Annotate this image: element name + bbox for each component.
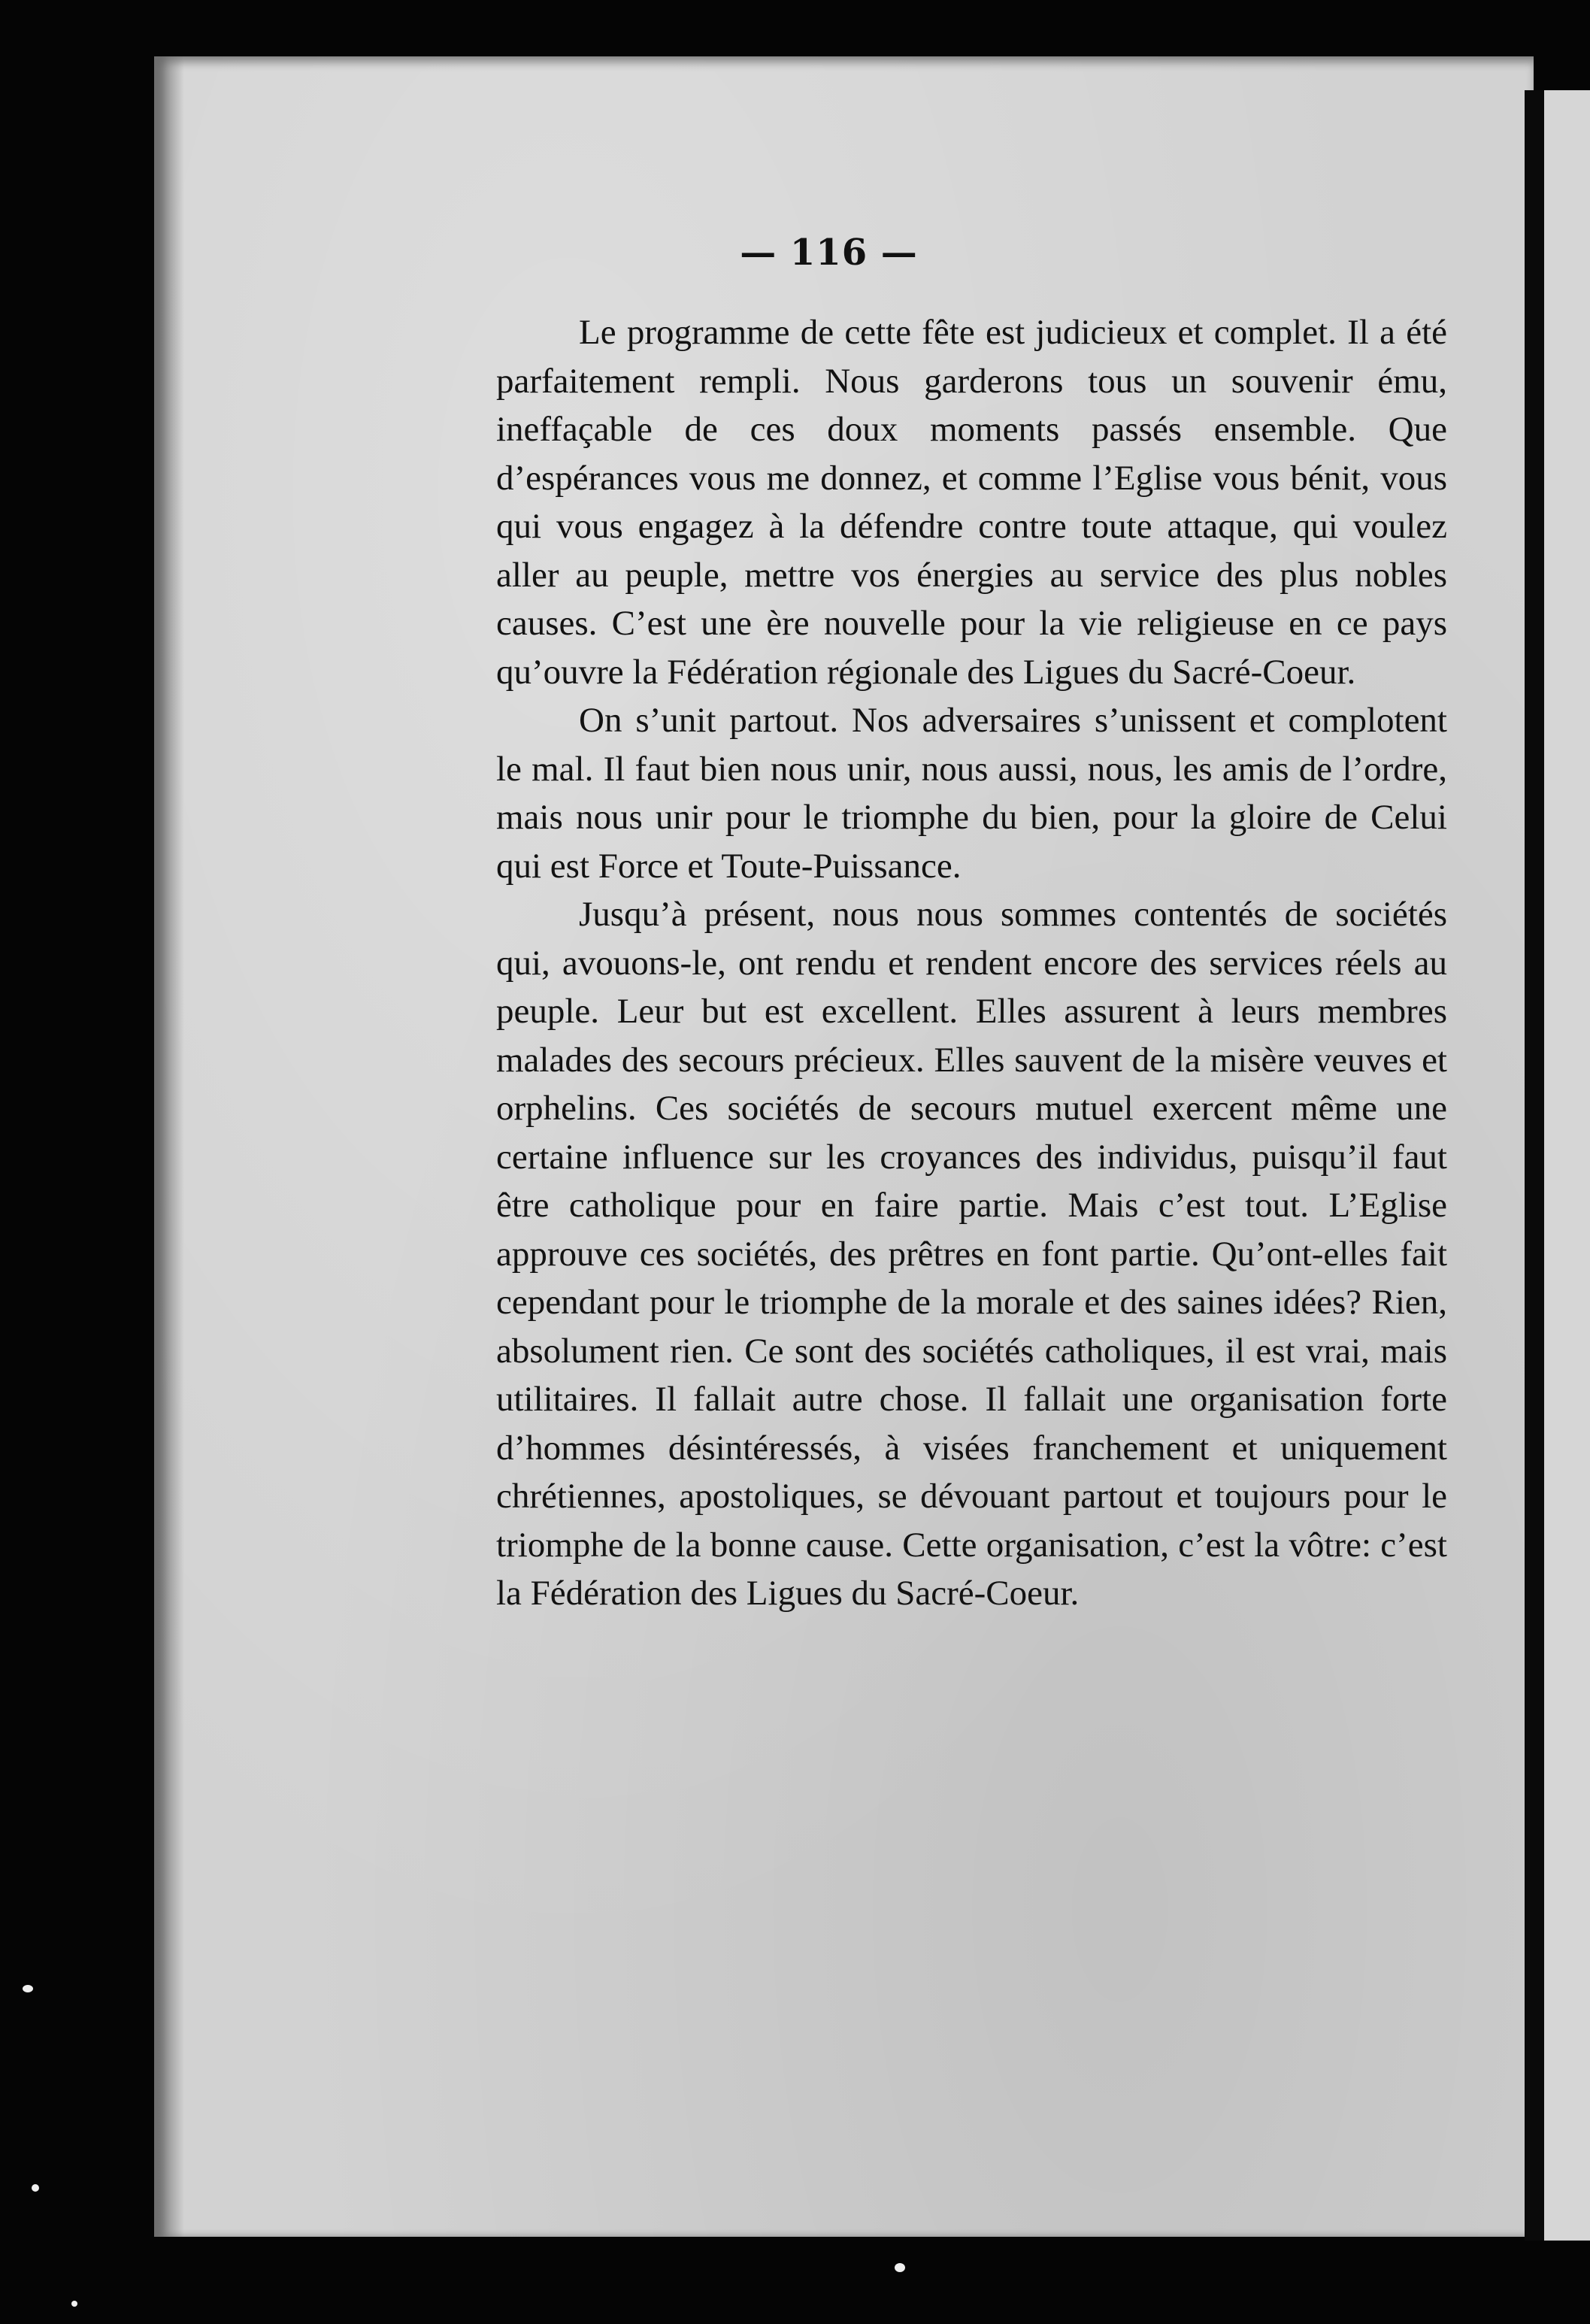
paragraph-1: Le programme de cette fête est judicieux et complet. Il a été parfaitement rempli. Nous garderons tous un souvenir ému, ineffaçable de ces doux moments passés ensemble. Que d’espérances vous me donnez, et comme l’Eglise vous bénit, vous qui vous engagez à la défendre contre toute attaque, qui voulez aller au peuple, mettre vos énergies au service des plus nobles causes. C’est une ère nouvelle pour la vie religieuse en ce pays qu’ouvre la Fédération régionale des Ligues du Sacré-Coeur. (496, 313, 1447, 692)
paragraph-3: Jusqu’à présent, nous nous sommes contentés de sociétés qui, avouons-le, ont rendu et rendent encore des services réels au peuple. Leur but est excellent. Elles assurent à leurs membres malades des secours précieux. Elles sauvent de la misère veuves et orphelins. Ces sociétés de secours mutuel exercent même une certaine influence sur les croyances des individus, puisqu’il faut être catholique pour en faire partie. Mais c’est tout. L’Eglise approuve ces sociétés, des prêtres en font partie. Qu’ont-elles fait cependant pour le triomphe de la morale et des saines idées? Rien, absolument rien. Ce sont des sociétés catholiques, il est vrai, mais utilitaires. Il fallait autre chose. Il fallait une organisation forte d’hommes désintéressés, à visées franchement et uniquement chrétiennes, apostoliques, se dévouant partout et toujours pour le triomphe de la bonne cause. Cette organisation, c’est la vôtre: c’est la Fédération des Ligues du Sacré-Coeur. (496, 895, 1447, 1613)
page-edge-shadow (154, 56, 184, 2237)
facing-page-strip (1544, 90, 1590, 2241)
body-text (496, 308, 1447, 1618)
paragraph-2: On s’unit partout. Nos adversaires s’unissent et complotent le mal. Il faut bien nous unir, nous aussi, nous, les amis de l’ordre, mais nous unir pour le triomphe du bien, pour la gloire de Celui qui est Force et Toute-Puissance. (496, 701, 1447, 886)
page-number: — 116 — (740, 232, 918, 274)
gutter-bar (1525, 90, 1544, 2241)
